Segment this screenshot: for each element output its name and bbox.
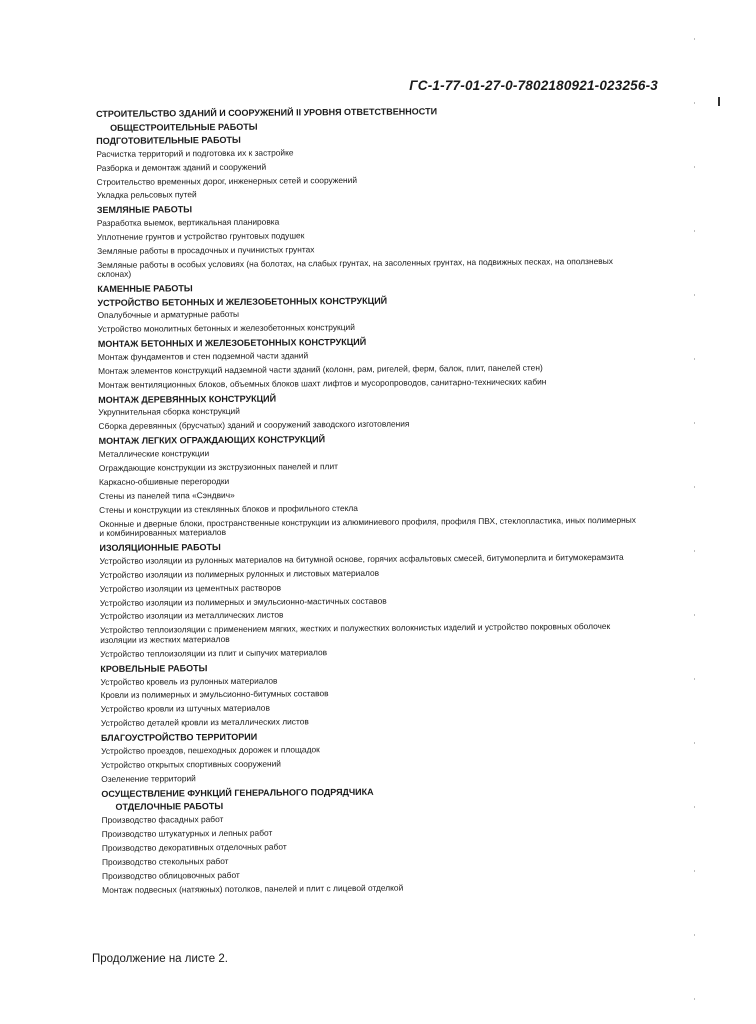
list-item: Производство облицовочных работ <box>101 869 240 881</box>
section-heading: КРОВЕЛЬНЫЕ РАБОТЫ <box>100 663 208 674</box>
list-item: Стены из панелей типа «Сэндвич» <box>98 489 235 501</box>
section-heading: МОНТАЖ ДЕРЕВЯННЫХ КОНСТРУКЦИЙ <box>98 393 277 405</box>
list-item: Каркасно-обшивные перегородки <box>98 475 230 487</box>
section-heading: ПОДГОТОВИТЕЛЬНЫЕ РАБОТЫ <box>96 134 241 147</box>
list-item: Производство штукатурных и лепных работ <box>101 827 273 839</box>
list-item: Устройство деталей кровли из металлических листов <box>100 716 309 729</box>
document-number: ГС-1-77-01-27-0-7802180921-023256-3 <box>409 78 658 93</box>
scan-margin-mark <box>718 97 720 106</box>
list-item: Монтаж вентиляционных блоков, объемных блоков шахт лифтов и мусоропроводов, санитарно-технических кабин <box>98 376 547 390</box>
list-item: Устройство монолитных бетонных и железобетонных конструкций <box>97 322 355 335</box>
list-item: Устройство теплоизоляции с применением мягких, жестких и полужестких волокнистых изделий и устройство покровных оболочек изоляции из жестких материалов <box>100 621 611 646</box>
list-item: Производство стекольных работ <box>101 855 229 867</box>
list-item: Укрупнительная сборка конструкций <box>98 406 240 418</box>
section-heading: ОБЩЕСТРОИТЕЛЬНЫЕ РАБОТЫ <box>110 121 258 133</box>
list-item: Монтаж элементов конструкций надземной части зданий (колонн, рам, ригелей, ферм, балок, плит, панелей стен) <box>98 362 543 376</box>
list-item: Устройство изоляции из полимерных и эмульсионно-мастичных составов <box>99 595 387 608</box>
work-types-list <box>96 105 642 900</box>
list-item: Устройство кровли из штучных материалов <box>100 703 270 715</box>
section-heading: ЗЕМЛЯНЫЕ РАБОТЫ <box>96 204 193 216</box>
list-item: Устройство проездов, пешеходных дорожек и площадок <box>101 744 320 756</box>
list-item: Устройство открытых спортивных сооружений <box>101 758 282 770</box>
list-item: Производство декоративных отделочных работ <box>101 841 287 853</box>
list-item: Производство фасадных работ <box>101 813 224 825</box>
list-item: Разработка выемок, вертикальная планировка <box>96 216 280 228</box>
section-heading: БЛАГОУСТРОЙСТВО ТЕРРИТОРИИ <box>100 732 258 744</box>
section-heading: ИЗОЛЯЦИОННЫЕ РАБОТЫ <box>99 542 221 554</box>
list-item: Строительство временных дорог, инженерных сетей и сооружений <box>96 174 358 187</box>
list-item: Устройство изоляции из полимерных рулонных и листовых материалов <box>99 567 380 580</box>
list-item: Монтаж подвесных (натяжных) потолков, панелей и плит с лицевой отделкой <box>102 882 404 895</box>
list-item: Опалубочные и арматурные работы <box>97 309 240 321</box>
list-item: Уплотнение грунтов и устройство грунтовых подушек <box>96 230 305 242</box>
list-item: Оконные и дверные блоки, пространственные конструкции из алюминиевого профиля, профиля ПВХ, стеклопластика, иных полимерных и комбинированных материалов <box>99 514 636 539</box>
section-heading: ОСУЩЕСТВЛЕНИЕ ФУНКЦИЙ ГЕНЕРАЛЬНОГО ПОДРЯДЧИКА <box>101 786 374 799</box>
section-heading: КАМЕННЫЕ РАБОТЫ <box>97 283 193 295</box>
list-item: Земляные работы в особых условиях (на болотах, на слабых грунтах, на засоленных грунтах, на подвижных песках, на оползневых склонах) <box>97 255 613 280</box>
list-item: Металлические конструкции <box>98 447 210 459</box>
section-heading: УСТРОЙСТВО БЕТОННЫХ И ЖЕЛЕЗОБЕТОННЫХ КОНСТРУКЦИЙ <box>97 295 388 308</box>
list-item: Монтаж фундаментов и стен подземной части зданий <box>97 350 309 362</box>
list-item: Расчистка территорий и подготовка их к застройке <box>96 147 294 159</box>
list-item: Земляные работы в просадочных и пучинистых грунтах <box>97 244 315 256</box>
list-item: Устройство изоляции из металлических листов <box>99 609 284 622</box>
list-item: Устройство изоляции из рулонных материалов на битумной основе, горячих асфальтовых смесей, битумоперлита и битумокерамзита <box>99 551 624 566</box>
list-item: Устройство изоляции из цементных растворов <box>99 582 282 594</box>
list-item: Озеленение территорий <box>101 772 196 784</box>
list-item: Ограждающие конструкции из экструзионных панелей и плит <box>98 460 338 473</box>
section-heading: МОНТАЖ БЕТОННЫХ И ЖЕЛЕЗОБЕТОННЫХ КОНСТРУКЦИЙ <box>97 337 367 350</box>
list-item: Сборка деревянных (брусчатых) зданий и сооружений заводского изготовления <box>98 418 410 432</box>
list-item: Устройство теплоизоляции из плит и сыпучих материалов <box>100 647 328 659</box>
section-heading: СТРОИТЕЛЬСТВО ЗДАНИЙ И СООРУЖЕНИЙ II УРОВНЯ ОТВЕТСТВЕННОСТИ <box>96 106 438 119</box>
section-heading: ОТДЕЛОЧНЫЕ РАБОТЫ <box>115 801 224 813</box>
list-item: Укладка рельсовых путей <box>96 189 197 201</box>
list-item: Кровли из полимерных и эмульсионно-битумных составов <box>100 688 329 701</box>
section-heading: МОНТАЖ ЛЕГКИХ ОГРАЖДАЮЩИХ КОНСТРУКЦИЙ <box>98 434 326 447</box>
continuation-note: Продолжение на листе 2. <box>92 953 228 965</box>
list-item: Устройство кровель из рулонных материалов <box>100 675 278 687</box>
list-item: Стены и конструкции из стеклянных блоков и профильного стекла <box>99 502 358 515</box>
list-item: Разборка и демонтаж зданий и сооружений <box>96 161 267 173</box>
scan-edge-dots <box>694 0 695 1024</box>
